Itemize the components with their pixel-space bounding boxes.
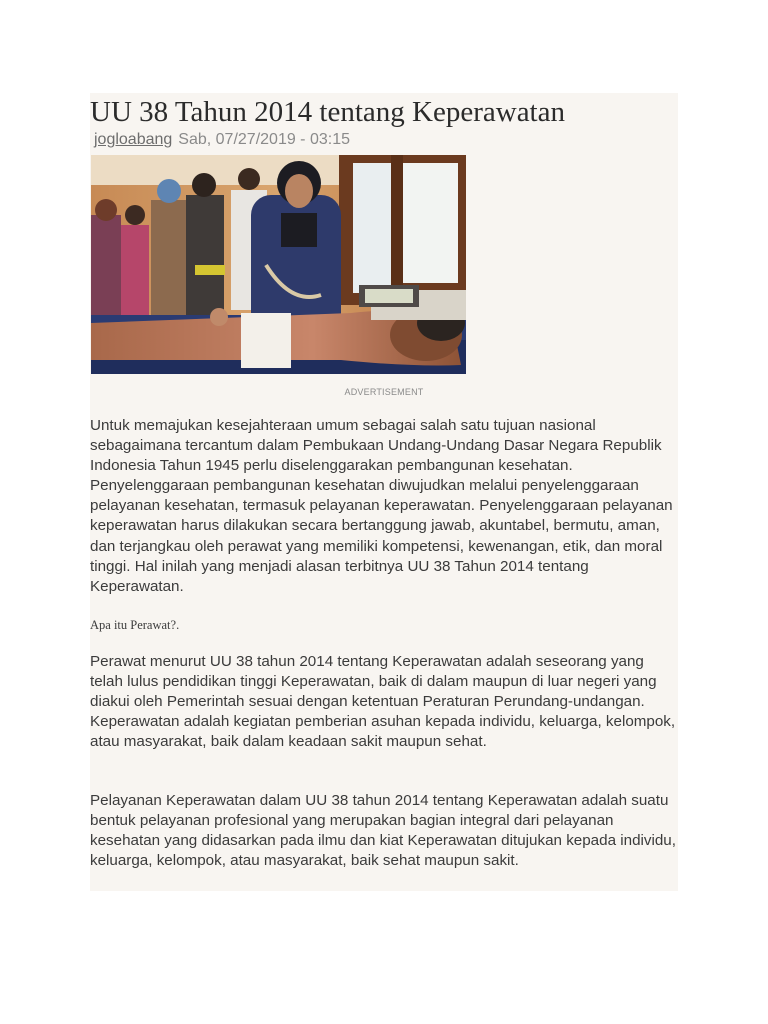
paragraph-pelayanan-keperawatan: Pelayanan Keperawatan dalam UU 38 tahun 2014 tentang Keperawatan adalah suatu bentuk pelayanan profesional yang merupakan bagian integral dari pelayanan kesehatan yang didasarkan pada ilmu dan kiat Keperawatan ditujukan kepada individu, keluarga, kelompok, atau masyarakat, baik sehat maupun sakit.: [90, 792, 676, 870]
article-photo: [91, 155, 466, 374]
article-title: UU 38 Tahun 2014 tentang Keperawatan: [90, 96, 565, 128]
advertisement-label: ADVERTISEMENT: [344, 387, 424, 397]
article-card: [90, 93, 678, 891]
publish-date: Sab, 07/27/2019 - 03:15: [178, 131, 350, 148]
subheading: Apa itu Perawat?.: [90, 618, 180, 632]
article-meta: [94, 130, 350, 150]
paragraph-intro: Untuk memajukan kesejahteraan umum sebagai salah satu tujuan nasional sebagaimana tercantum dalam Pembukaan Undang-Undang Dasar Negara Republik Indonesia Tahun 1945 perlu diselenggarakan pembangunan kesehatan. Penyelenggaraan pembangunan kesehatan diwujudkan melalui penyelenggaraan pelayanan kesehatan, termasuk pelayanan keperawatan. Penyelenggaraan pelayanan keperawatan harus dilakukan secara bertanggung jawab, akuntabel, bermutu, aman, dan terjangkau oleh perawat yang memiliki kompetensi, kewenangan, etik, dan moral tinggi. Hal inilah yang menjadi alasan terbitnya UU 38 Tahun 2014 tentang Keperawatan.: [90, 417, 673, 595]
paragraph-definition-perawat: Perawat menurut UU 38 tahun 2014 tentang Keperawatan adalah seseorang yang telah lulus pendidikan tinggi Keperawatan, baik di dalam maupun di luar negeri yang diakui oleh Pemerintah sesuai dengan ketentuan Peraturan Perundang-undangan. Keperawatan adalah kegiatan pemberian asuhan kepada individu, keluarga, kelompok, atau masyarakat, baik dalam keadaan sakit maupun sehat.: [90, 653, 676, 751]
nurse-patient-photo: [91, 155, 466, 374]
author-link[interactable]: jogloabang: [94, 131, 173, 148]
